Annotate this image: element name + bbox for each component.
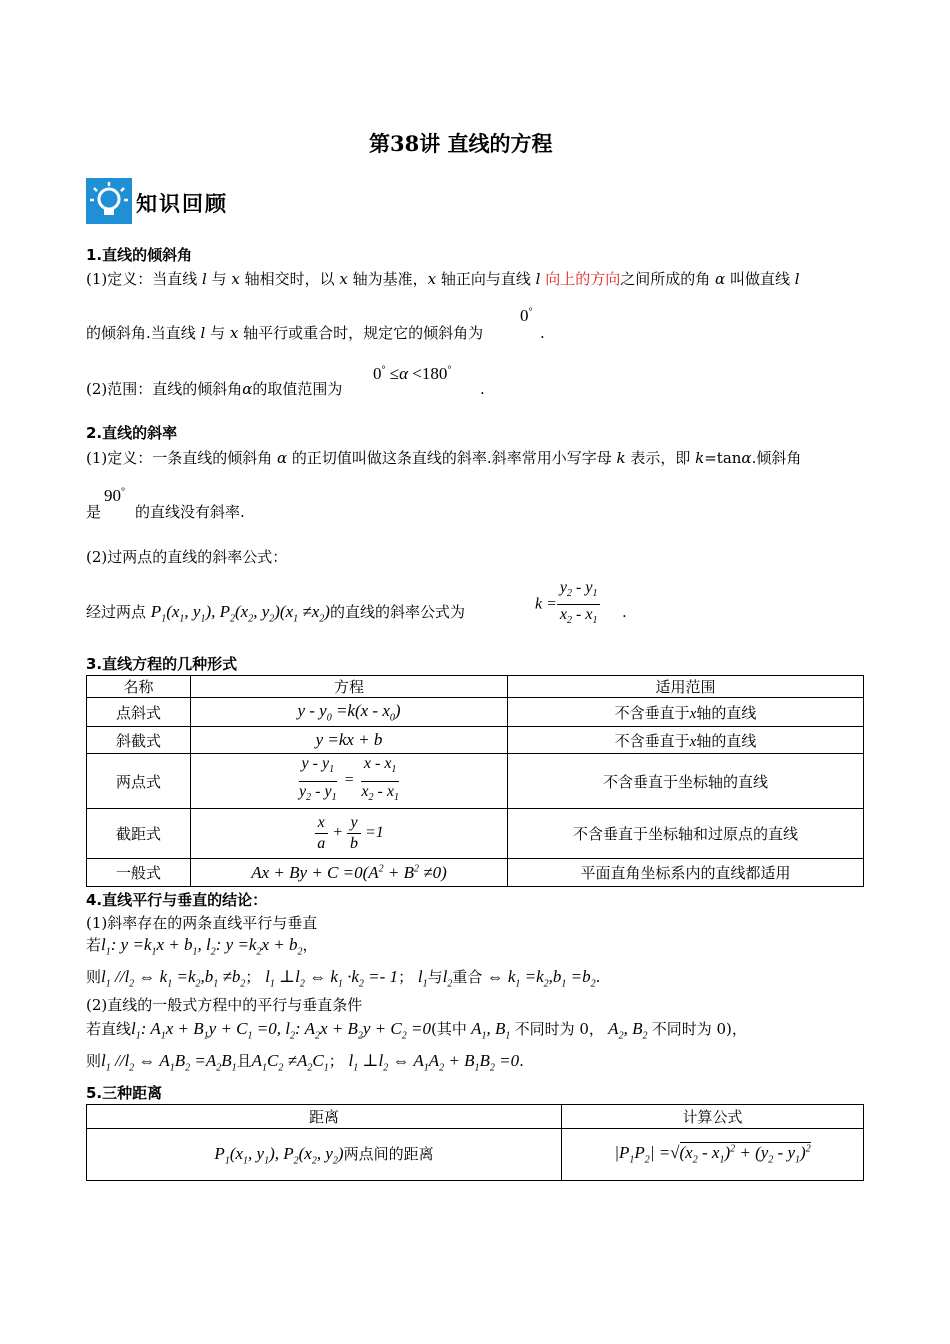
s1-dot: . bbox=[540, 324, 545, 342]
row-scope: 平面直角坐标系内的直线都适用 bbox=[508, 859, 864, 887]
s2-para3: (2)过两点的直线的斜率公式： bbox=[86, 548, 288, 566]
row-name: 两点式 bbox=[87, 754, 191, 809]
s2-heading: 2.直线的斜率 bbox=[86, 424, 178, 442]
s2-dot: . bbox=[622, 603, 627, 621]
row-name: 截距式 bbox=[87, 809, 191, 859]
row-equation: y =kx + b bbox=[191, 727, 508, 754]
section-banner bbox=[86, 178, 246, 224]
s4-para4: (2)直线的一般式方程中的平行与垂直条件 bbox=[86, 996, 363, 1014]
s1-para1: (1)定义：当直线 l 与 x 轴相交时，以 x 轴为基准，x 轴正向与直线 l 向上的方向之间所成的角 α 叫做直线 l bbox=[86, 270, 800, 288]
row-scope: 不含垂直于x轴的直线 bbox=[508, 698, 864, 727]
s4-para5: 若直线$l_1$: $A_1x + B_1y + C_1 =0$, $l_2$: $A_2x + B_2y + C_2 =0$(其中 $A_1$, $B_1$ 不同时为 0， $A_2$, $B_2$ 不同时为 0)， bbox=[86, 1019, 747, 1042]
s2-para2b: 的直线没有斜率. bbox=[135, 503, 245, 521]
row-equation: $y - y_0 =k(x - x_0)$ bbox=[191, 698, 508, 727]
table-row bbox=[87, 698, 864, 727]
s1-para2: 的倾斜角.当直线 l 与 x 轴平行或重合时，规定它的倾斜角为 bbox=[86, 324, 484, 342]
s4-para1: (1)斜率存在的两条直线平行与垂直 bbox=[86, 914, 318, 932]
table-row bbox=[87, 809, 864, 859]
table-row bbox=[87, 727, 864, 754]
s2-para1: (1)定义：一条直线的倾斜角 α 的正切值叫做这条直线的斜率.斜率常用小写字母 k 表示，即 k=tanα.倾斜角 bbox=[86, 449, 802, 467]
line-forms-table bbox=[86, 675, 864, 887]
s1-heading: 1.直线的倾斜角 bbox=[86, 246, 193, 264]
row-name: 一般式 bbox=[87, 859, 191, 887]
s2-para2a: 是 bbox=[86, 503, 102, 521]
ninety-degree: 90° bbox=[104, 486, 125, 505]
s4-para6: 则$l_1$ $//l_2$ ⇔ $A_1B_2 =A_2B_1$且$A_1C_2 \ne A_2C_1$； $l_1$ $\perp l_2$ ⇔ $A_1A_2 + B_1B_2 =0$. bbox=[86, 1051, 524, 1074]
th-distance: 距离 bbox=[87, 1105, 562, 1129]
page-title: 第38讲 直线的方程 bbox=[369, 131, 553, 156]
row-equation: $Ax + By + C =0(A^2 + B^2 \ne 0)$ bbox=[191, 859, 508, 887]
row-scope: 不含垂直于坐标轴和过原点的直线 bbox=[508, 809, 864, 859]
row-scope: 不含垂直于坐标轴的直线 bbox=[508, 754, 864, 809]
table-row bbox=[87, 859, 864, 887]
row-name: 斜截式 bbox=[87, 727, 191, 754]
s2-para4: 经过两点 $P_1(x_1$, $y_1$), $P_2(x_2$, $y_2)(x_1 \ne x_2)$的直线的斜率公式为 bbox=[86, 602, 465, 625]
row-scope: 不含垂直于x轴的直线 bbox=[508, 727, 864, 754]
th-equation: 方程 bbox=[191, 676, 508, 698]
table-row bbox=[87, 754, 864, 809]
th-scope: 适用范围 bbox=[508, 676, 864, 698]
row-equation: $\frac{x}{a}$ + $\frac{y}{b}$ =1 bbox=[191, 809, 508, 859]
slope-formula: k = $\frac{y_2 - y_1}{x_2 - x_1}$ bbox=[535, 578, 600, 631]
s4-para2: 若$l_1$: $y =k_1x + b_1$, $l_2$: $y =k_2x + b_2$， bbox=[86, 935, 318, 958]
row-equation: $\frac{y - y_1}{y_2 - y_1}$ = $\frac{x - x_1}{x_2 - x_1}$ bbox=[191, 754, 508, 809]
zero-degree: 0° bbox=[520, 306, 533, 325]
row-distance: $P_1(x_1$, $y_1$), $P_2(x_2$, $y_2$)两点间的距离 bbox=[87, 1129, 562, 1181]
th-formula: 计算公式 bbox=[562, 1105, 864, 1129]
s1-dot2: . bbox=[480, 380, 485, 398]
range-expression: 0° ≤α <180° bbox=[373, 364, 452, 383]
th-name: 名称 bbox=[87, 676, 191, 698]
table-row bbox=[87, 1129, 864, 1181]
s4-para3: 则$l_1$ $//l_2$ ⇔ $k_1 =k_2,b_1 \ne b_2$； $l_1$ $\perp l_2$ ⇔ $k_1 \cdot k_2 =- 1$； $l_1$与$l_2$重合 ⇔ $k_1 =k_2,b_1 =b_2$. bbox=[86, 967, 601, 990]
row-formula: $|P_1P_2| =√(x_2 - x_1)^2 + (y_2 - y_1)^2$ bbox=[562, 1129, 864, 1181]
s1-para3: (2)范围：直线的倾斜角α的取值范围为 bbox=[86, 380, 343, 398]
row-name: 点斜式 bbox=[87, 698, 191, 727]
banner-label: 知识回顾 bbox=[136, 192, 228, 216]
s3-heading: 3.直线方程的几种形式 bbox=[86, 655, 238, 673]
s4-heading: 4.直线平行与垂直的结论： bbox=[86, 891, 268, 909]
lightbulb-icon bbox=[86, 178, 132, 224]
s5-heading: 5.三种距离 bbox=[86, 1084, 163, 1102]
distance-table bbox=[86, 1104, 864, 1181]
